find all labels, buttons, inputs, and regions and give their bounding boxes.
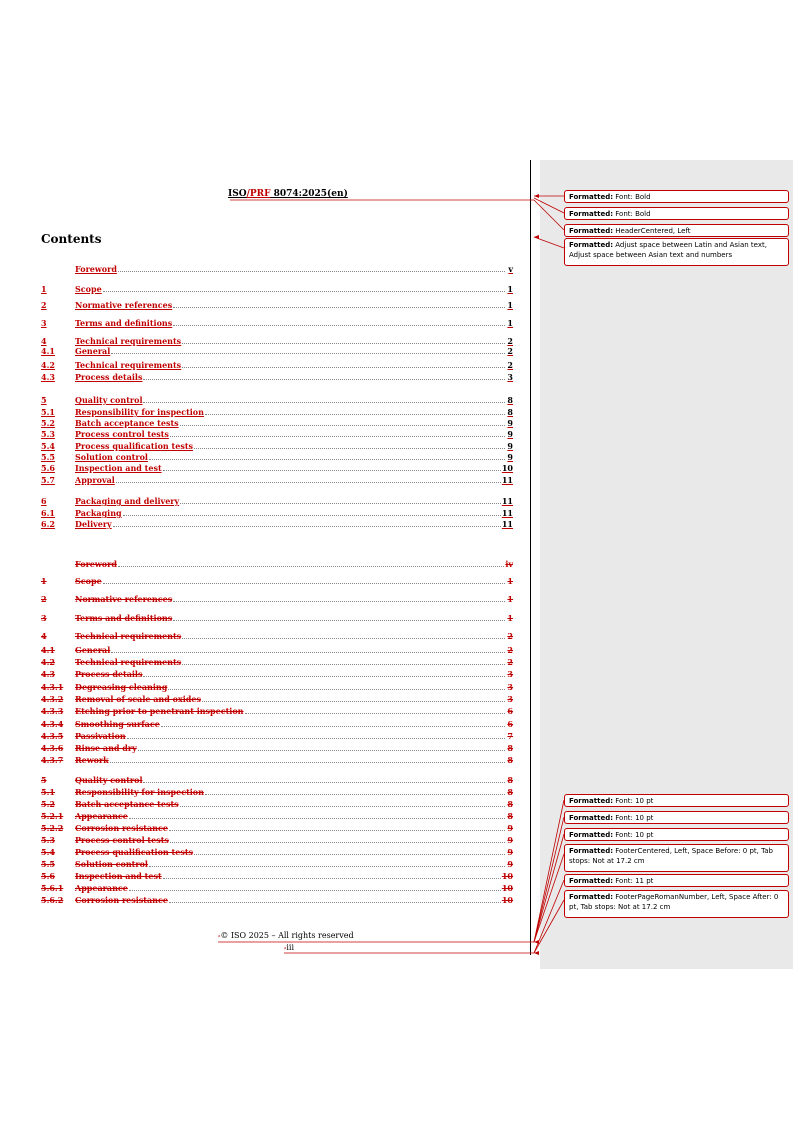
toc-leader-dots	[170, 841, 505, 843]
toc-entry-title: Terms and definitions	[75, 318, 173, 328]
comment-text: Font: 11 pt	[615, 877, 654, 885]
toc-entry-number: 4.2	[41, 657, 55, 667]
toc-leader-dots	[182, 637, 505, 639]
toc-entry-title: Process qualification tests	[75, 441, 194, 451]
toc-entry-title: Scope	[75, 576, 102, 586]
toc-entry-page: 9	[507, 452, 513, 462]
toc-entry-page: 1	[507, 318, 513, 328]
toc-entry-title: Packaging	[75, 508, 122, 518]
comment-text: FooterCentered, Left, Space Before: 0 pt, Tab stops: Not at 17.2 cm	[569, 847, 773, 865]
toc-leader-dots	[143, 781, 505, 783]
toc-entry-page: iv	[505, 559, 513, 569]
toc-entry-number: 1	[41, 576, 47, 586]
toc-leader-dots	[138, 749, 505, 751]
comment-label: Formatted:	[569, 797, 614, 805]
header-prefix: ISO	[228, 189, 247, 199]
toc-entry-deleted[interactable]	[41, 705, 513, 716]
toc-entry-page: 6	[507, 706, 513, 716]
toc-leader-dots	[169, 829, 505, 831]
toc-leader-dots	[118, 565, 504, 567]
toc-entry-title: Rinse and dry	[75, 743, 137, 753]
toc-entry[interactable]	[41, 299, 513, 310]
toc-entry-number: 5.5	[41, 859, 55, 869]
comment-label: Formatted:	[569, 877, 614, 885]
comment-label: Formatted:	[569, 814, 614, 822]
comment-text: Adjust space between Latin and Asian text, Adjust space between Asian text and numbers	[569, 241, 767, 259]
toc-entry-page: 3	[507, 694, 513, 704]
toc-entry-number: 5.2	[41, 418, 55, 428]
toc-leader-dots	[149, 458, 505, 460]
toc-entry-title: Process control tests	[75, 429, 169, 439]
toc-entry[interactable]	[41, 507, 513, 518]
toc-entry-number: 5.2	[41, 799, 55, 809]
toc-leader-dots	[111, 651, 505, 653]
toc-entry-number: 5.6	[41, 871, 55, 881]
formatting-comment[interactable]	[564, 207, 789, 220]
toc-entry-deleted[interactable]	[41, 668, 513, 679]
comment-text: Font: 10 pt	[615, 814, 654, 822]
toc-leader-dots	[129, 889, 501, 891]
comment-label: Formatted:	[569, 847, 614, 855]
toc-entry-number: 2	[41, 300, 47, 310]
toc-entry-number: 4	[41, 336, 47, 346]
toc-entry-deleted[interactable]	[41, 858, 513, 869]
footer-page-number	[284, 943, 294, 952]
toc-entry[interactable]	[41, 474, 513, 485]
toc-entry[interactable]	[41, 495, 513, 506]
toc-entry-page: 2	[507, 657, 513, 667]
toc-entry-deleted[interactable]	[41, 894, 513, 905]
toc-entry-deleted[interactable]	[41, 754, 513, 765]
copyright-text: © ISO 2025 – All rights reserved	[220, 931, 354, 940]
toc-entry-deleted[interactable]	[41, 742, 513, 753]
toc-entry-number: 4.3.4	[41, 719, 64, 729]
toc-entry-number: 4.3.7	[41, 755, 64, 765]
toc-entry-deleted[interactable]	[41, 718, 513, 729]
toc-entry-page: 11	[501, 496, 513, 506]
toc-entry-title: Technical requirements	[75, 657, 182, 667]
toc-leader-dots	[182, 342, 505, 344]
toc-leader-dots	[180, 805, 505, 807]
toc-entry[interactable]	[41, 371, 513, 382]
toc-entry-title: Technical requirements	[75, 360, 182, 370]
toc-leader-dots	[173, 619, 505, 621]
toc-entry-deleted[interactable]	[41, 730, 513, 741]
toc-entry-page: 11	[501, 519, 513, 529]
toc-leader-dots	[182, 663, 505, 665]
toc-entry-title: Rework	[75, 755, 109, 765]
toc-entry-title: General	[75, 346, 111, 356]
toc-entry-page: 1	[507, 613, 513, 623]
toc-entry[interactable]	[41, 406, 513, 417]
toc-leader-dots	[182, 366, 505, 368]
toc-entry-number: 2	[41, 594, 47, 604]
toc-entry-page: 1	[507, 300, 513, 310]
toc-leader-dots	[103, 290, 505, 292]
toc-entry-title: Removal of scale and oxides	[75, 694, 201, 704]
toc-entry-page: 9	[507, 418, 513, 428]
formatting-comment[interactable]	[564, 828, 789, 841]
comment-label: Formatted:	[569, 193, 614, 201]
document-header	[228, 189, 348, 199]
comment-text: Font: Bold	[615, 193, 651, 201]
toc-entry-page: 1	[507, 594, 513, 604]
toc-leader-dots	[129, 817, 505, 819]
toc-entry-number: 5.1	[41, 787, 55, 797]
toc-entry-number: 5.3	[41, 835, 55, 845]
toc-entry-page: 8	[507, 799, 513, 809]
header-inserted-text: /PRF	[246, 189, 271, 199]
toc-entry-number: 4.3.5	[41, 731, 64, 741]
toc-entry-page: 2	[507, 631, 513, 641]
toc-entry-title: Batch acceptance tests	[75, 418, 179, 428]
comment-label: Formatted:	[569, 241, 614, 249]
toc-entry-deleted[interactable]	[41, 681, 513, 692]
toc-entry-page: 10	[501, 871, 513, 881]
toc-entry-title: Corrosion resistance	[75, 895, 168, 905]
toc-entry[interactable]	[41, 359, 513, 370]
toc-entry-number: 4.1	[41, 645, 55, 655]
toc-entry-page: 11	[501, 475, 513, 485]
toc-entry-number: 5.6	[41, 463, 55, 473]
toc-entry-number: 4.1	[41, 346, 55, 356]
toc-entry-title: General	[75, 645, 111, 655]
toc-entry-deleted[interactable]	[41, 644, 513, 655]
toc-entry-number: 5.3	[41, 429, 55, 439]
toc-leader-dots	[173, 600, 505, 602]
toc-entry-page: 2	[507, 360, 513, 370]
toc-entry-title: Inspection and test	[75, 463, 162, 473]
toc-entry-title: Batch acceptance tests	[75, 799, 179, 809]
toc-entry-page: 9	[507, 823, 513, 833]
toc-entry-deleted[interactable]	[41, 798, 513, 809]
toc-entry-page: 9	[507, 859, 513, 869]
formatting-comment[interactable]	[564, 238, 789, 266]
toc-entry-title: Foreword	[75, 559, 117, 569]
toc-entry-title: Terms and definitions	[75, 613, 173, 623]
toc-entry-title: Scope	[75, 284, 102, 294]
toc-entry[interactable]	[41, 440, 513, 451]
footer-copyright	[218, 931, 354, 940]
formatting-comment[interactable]	[564, 224, 789, 237]
toc-entry-title: Smoothing surface	[75, 719, 160, 729]
toc-leader-dots	[110, 761, 505, 763]
formatting-comment[interactable]	[564, 190, 789, 203]
toc-entry-page: 10	[501, 463, 513, 473]
comment-label: Formatted:	[569, 227, 614, 235]
toc-entry-number: 5.2.2	[41, 823, 64, 833]
toc-entry-deleted[interactable]	[41, 846, 513, 857]
toc-entry-number: 5	[41, 395, 47, 405]
toc-entry[interactable]	[41, 451, 513, 462]
toc-entry[interactable]	[41, 394, 513, 405]
toc-leader-dots	[245, 712, 506, 714]
toc-entry-deleted[interactable]	[41, 834, 513, 845]
formatting-comment[interactable]	[564, 890, 789, 918]
toc-entry-deleted[interactable]	[41, 612, 513, 623]
toc-entry-number: 1	[41, 284, 47, 294]
toc-leader-dots	[127, 737, 505, 739]
toc-leader-dots	[111, 352, 505, 354]
toc-entry-title: Degreasing cleaning	[75, 682, 168, 692]
toc-entry-title: Approval	[75, 475, 115, 485]
toc-entry[interactable]	[41, 283, 513, 294]
toc-leader-dots	[194, 853, 505, 855]
toc-leader-dots	[103, 582, 505, 584]
toc-leader-dots	[168, 688, 505, 690]
toc-entry-title: Packaging and delivery	[75, 496, 180, 506]
toc-entry-title: Quality control	[75, 395, 143, 405]
toc-entry-page: 2	[507, 336, 513, 346]
toc-entry-page: 8	[507, 787, 513, 797]
toc-entry-page: 10	[501, 895, 513, 905]
toc-entry-deleted[interactable]	[41, 630, 513, 641]
toc-entry-deleted[interactable]	[41, 593, 513, 604]
toc-entry-title: Process details	[75, 372, 143, 382]
toc-leader-dots	[116, 481, 501, 483]
toc-entry-title: Passivation	[75, 731, 126, 741]
toc-entry-page: 8	[507, 775, 513, 785]
toc-leader-dots	[173, 306, 505, 308]
toc-leader-dots	[143, 378, 505, 380]
toc-entry-title: Technical requirements	[75, 631, 182, 641]
toc-entry-page: 2	[507, 346, 513, 356]
toc-entry-number: 4.3	[41, 669, 55, 679]
toc-leader-dots	[161, 725, 505, 727]
toc-entry-title: Appearance	[75, 883, 128, 893]
toc-entry-number: 4.3.1	[41, 682, 64, 692]
toc-entry-number: 5.1	[41, 407, 55, 417]
toc-entry-title: Corrosion resistance	[75, 823, 168, 833]
toc-entry-number: 4.2	[41, 360, 55, 370]
toc-leader-dots	[113, 525, 501, 527]
toc-entry-page: 1	[507, 284, 513, 294]
toc-leader-dots	[163, 877, 501, 879]
comment-label: Formatted:	[569, 210, 614, 218]
comment-text: FooterPageRomanNumber, Left, Space After: 0 pt, Tab stops: Not at 17.2 cm	[569, 893, 779, 911]
toc-entry-title: Responsibility for inspection	[75, 787, 204, 797]
comment-label: Formatted:	[569, 893, 614, 901]
toc-entry-title: Etching prior to penetrant inspection	[75, 706, 244, 716]
toc-leader-dots	[169, 901, 501, 903]
formatting-comment[interactable]	[564, 794, 789, 807]
toc-entry-page: 7	[507, 731, 513, 741]
toc-leader-dots	[123, 514, 501, 516]
page-number: iii	[286, 943, 295, 952]
toc-entry-page: 8	[507, 811, 513, 821]
toc-entry-title: Solution control	[75, 452, 148, 462]
toc-entry-number: 5.2.1	[41, 811, 64, 821]
toc-entry-number: 4.3.2	[41, 694, 64, 704]
toc-entry[interactable]	[41, 263, 513, 274]
toc-entry-deleted[interactable]	[41, 774, 513, 785]
toc-leader-dots	[205, 793, 505, 795]
toc-entry-number: 6.1	[41, 508, 55, 518]
toc-entry-number: 6	[41, 496, 47, 506]
toc-entry-page: 1	[507, 576, 513, 586]
toc-entry-number: 5.4	[41, 847, 55, 857]
toc-entry[interactable]	[41, 428, 513, 439]
toc-entry-title: Foreword	[75, 264, 117, 274]
toc-entry-number: 5.6.2	[41, 895, 64, 905]
toc-leader-dots	[173, 324, 505, 326]
toc-entry-page: 11	[501, 508, 513, 518]
toc-entry-number: 5.6.1	[41, 883, 64, 893]
toc-leader-dots	[205, 413, 505, 415]
toc-entry-deleted[interactable]	[41, 822, 513, 833]
toc-entry-title: Solution control	[75, 859, 148, 869]
toc-entry-title: Responsibility for inspection	[75, 407, 204, 417]
comment-text: HeaderCentered, Left	[615, 227, 691, 235]
toc-entry-page: 2	[507, 645, 513, 655]
toc-entry-page: 9	[507, 429, 513, 439]
toc-leader-dots	[202, 700, 505, 702]
header-rest: 8074:2025(en)	[270, 189, 348, 199]
toc-entry-number: 5.7	[41, 475, 55, 485]
comment-label: Formatted:	[569, 831, 614, 839]
toc-entry-number: 3	[41, 318, 47, 328]
toc-leader-dots	[143, 401, 505, 403]
toc-entry[interactable]	[41, 462, 513, 473]
toc-entry-title: Technical requirements	[75, 336, 182, 346]
toc-entry-deleted[interactable]	[41, 786, 513, 797]
page-margin-rule	[530, 160, 531, 955]
toc-entry-page: 8	[507, 395, 513, 405]
toc-entry-page: 9	[507, 835, 513, 845]
toc-entry-title: Process control tests	[75, 835, 169, 845]
toc-entry-page: 3	[507, 669, 513, 679]
toc-leader-dots	[163, 469, 501, 471]
comment-anchor-icon: ⸗	[284, 944, 287, 952]
formatting-comment[interactable]	[564, 811, 789, 824]
toc-leader-dots	[194, 447, 505, 449]
toc-leader-dots	[149, 865, 505, 867]
toc-entry-number: 5.5	[41, 452, 55, 462]
toc-entry-deleted[interactable]	[41, 882, 513, 893]
toc-entry[interactable]	[41, 345, 513, 356]
toc-entry[interactable]	[41, 417, 513, 428]
toc-entry-number: 4	[41, 631, 47, 641]
toc-entry-page: 8	[507, 407, 513, 417]
toc-entry-deleted[interactable]	[41, 558, 513, 569]
toc-entry[interactable]	[41, 317, 513, 328]
comment-text: Font: Bold	[615, 210, 651, 218]
toc-entry-page: 10	[501, 883, 513, 893]
toc-entry-title: Inspection and test	[75, 871, 162, 881]
toc-entry-page: 9	[507, 847, 513, 857]
toc-entry-number: 4.3.3	[41, 706, 64, 716]
toc-entry-deleted[interactable]	[41, 870, 513, 881]
toc-entry-deleted[interactable]	[41, 656, 513, 667]
toc-leader-dots	[143, 675, 505, 677]
toc-entry-page: v	[508, 264, 513, 274]
toc-leader-dots	[180, 424, 505, 426]
contents-title: Contents	[41, 232, 102, 246]
formatting-comment[interactable]	[564, 874, 789, 887]
toc-entry-number: 4.3.6	[41, 743, 64, 753]
toc-entry-deleted[interactable]	[41, 810, 513, 821]
toc-leader-dots	[180, 502, 501, 504]
toc-entry-number: 5	[41, 775, 47, 785]
toc-entry-number: 4.3	[41, 372, 55, 382]
toc-entry-deleted[interactable]	[41, 575, 513, 586]
toc-entry-title: Normative references	[75, 300, 173, 310]
toc-entry-number: 6.2	[41, 519, 55, 529]
toc-entry-page: 9	[507, 441, 513, 451]
toc-entry-title: Delivery	[75, 519, 112, 529]
toc-leader-dots	[170, 435, 505, 437]
toc-entry-title: Process qualification tests	[75, 847, 194, 857]
formatting-comment[interactable]	[564, 844, 789, 872]
toc-entry-page: 8	[507, 755, 513, 765]
toc-entry-deleted[interactable]	[41, 693, 513, 704]
toc-entry-title: Appearance	[75, 811, 128, 821]
comment-anchor-icon: ⸗	[218, 932, 221, 940]
toc-entry-title: Process details	[75, 669, 143, 679]
toc-entry-page: 8	[507, 743, 513, 753]
toc-entry-title: Quality control	[75, 775, 143, 785]
toc-entry[interactable]	[41, 518, 513, 529]
comment-text: Font: 10 pt	[615, 831, 654, 839]
toc-entry-title: Normative references	[75, 594, 173, 604]
toc-entry-number: 5.4	[41, 441, 55, 451]
toc-entry-number: 3	[41, 613, 47, 623]
toc-entry-page: 6	[507, 719, 513, 729]
comment-text: Font: 10 pt	[615, 797, 654, 805]
toc-leader-dots	[118, 270, 505, 272]
toc-entry-page: 3	[507, 372, 513, 382]
toc-entry-page: 3	[507, 682, 513, 692]
